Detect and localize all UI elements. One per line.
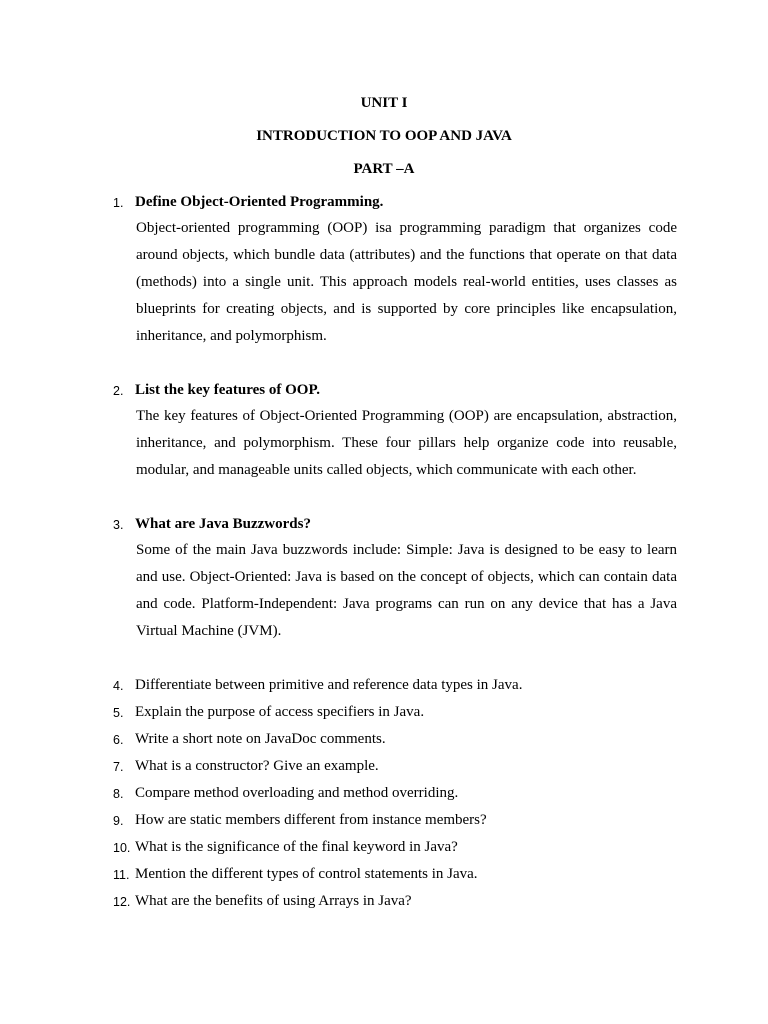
part-heading: PART –A	[353, 161, 415, 177]
answer-1: Object-oriented programming (OOP) isa programming paradigm that organizes code around objects, which bundle data (attributes) and the functions that operate on that data (methods) into a single unit. This approach models real-world entities, uses classes as blueprints for creating objects, and is supported by core principles like encapsulation, inheritance, and polymorphism.	[136, 220, 677, 344]
question-text: Define Object-Oriented Programming.	[135, 194, 384, 210]
question-number: 7.	[113, 760, 124, 774]
question-number: 4.	[113, 679, 124, 693]
question-number: 9.	[113, 814, 124, 828]
question-text: Explain the purpose of access specifiers in Java.	[135, 704, 425, 720]
question-text: Write a short note on JavaDoc comments.	[135, 731, 386, 747]
question-number: 5.	[113, 706, 124, 720]
answer-2: The key features of Object-Oriented Programming (OOP) are encapsulation, abstraction, inheritance, and polymorphism. These four pillars help organize code into reusable, modular, and manageable units called objects, which communicate with each other.	[136, 408, 677, 478]
question-text: What are Java Buzzwords?	[135, 516, 311, 532]
question-number: 3.	[113, 518, 124, 532]
question-number: 2.	[113, 384, 124, 398]
answer-3: Some of the main Java buzzwords include: Simple: Java is designed to be easy to learn and use. Object-Oriented: Java is based on the concept of objects, which can contain data and code. Platform-Independent: Java programs can run on any device that has a Java Virtual Machine (JVM).	[136, 542, 677, 639]
question-number: 12.	[113, 895, 131, 909]
question-text: What is a constructor? Give an example.	[135, 758, 379, 774]
question-text: Differentiate between primitive and reference data types in Java.	[135, 677, 523, 693]
document-title: INTRODUCTION TO OOP AND JAVA	[256, 128, 512, 144]
question-number: 1.	[113, 196, 124, 210]
unit-heading: UNIT I	[360, 95, 408, 111]
question-text: How are static members different from instance members?	[135, 812, 487, 828]
question-number: 8.	[113, 787, 124, 801]
question-number: 6.	[113, 733, 124, 747]
question-text: Mention the different types of control statements in Java.	[135, 866, 478, 882]
question-text: List the key features of OOP.	[135, 382, 320, 398]
question-number: 11.	[113, 868, 130, 882]
question-text: What are the benefits of using Arrays in Java?	[135, 893, 412, 909]
question-text: Compare method overloading and method overriding.	[135, 785, 459, 801]
question-text: What is the significance of the final keyword in Java?	[135, 839, 458, 855]
question-number: 10.	[113, 841, 131, 855]
